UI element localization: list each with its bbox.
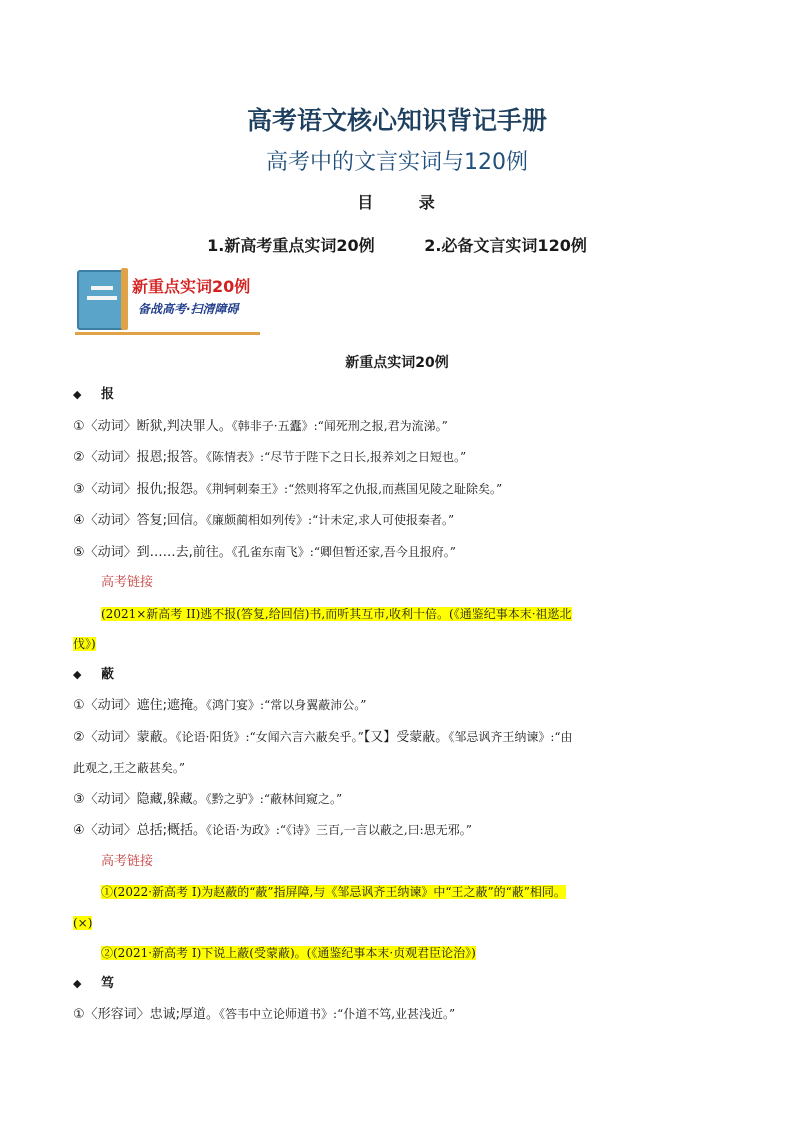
exam-link-text: ②(2021·新高考 I)下说上蔽(受蒙蔽)。(《通鉴纪事本末·贞观君臣论治》) — [101, 946, 476, 960]
entries-content — [73, 380, 723, 1031]
toc-heading-char-1: 目 — [357, 193, 376, 212]
book-icon — [77, 270, 127, 330]
toc-items — [0, 233, 794, 256]
diamond-bullet-icon: ◆ — [73, 976, 82, 990]
definition-line: ①〈动词〉遮住;遮掩。《鸿门宴》:“常以身翼蔽沛公。” — [73, 698, 367, 713]
section-banner — [75, 268, 260, 338]
banner-subtitle: 备战高考·扫清障碍 — [138, 302, 239, 316]
banner-underline — [75, 332, 260, 335]
section-title: 新重点实词20例 — [345, 355, 449, 371]
exam-link-text: (2021×新高考 II)逃不报(答复,给回信)书,而听其互市,收利十倍。(《通鉴纪事本末·祖逖北 — [101, 606, 572, 621]
definition-line: ⑤〈动词〉到……去,前往。《孔雀东南飞》:“卿但暂还家,吾今且报府。” — [73, 544, 456, 560]
definition-line-cont: 此观之,王之蔽甚矣。” — [73, 761, 185, 775]
document-title: 高考语文核心知识背记手册 — [246, 106, 547, 135]
definition-line: ②〈动词〉报恩;报答。《陈情表》:“尽节于陛下之日长,报养刘之日短也。” — [73, 450, 467, 465]
exam-link-label: 高考链接 — [101, 853, 154, 869]
banner-title: 新重点实词20例 — [132, 277, 251, 296]
book-spine — [121, 268, 128, 330]
definition-line: ④〈动词〉答复;回信。《廉颇蔺相如列传》:“计未定,求人可使报秦者。” — [73, 513, 455, 528]
exam-link-text-cont: (×) — [73, 915, 93, 930]
toc-item-2: 2.必备文言实词120例 — [424, 236, 587, 255]
exam-link-text: ①(2022·新高考 I)为赵蔽的“蔽”指屏障,与《邹忌讽齐王纳谏》中“王之蔽”的“蔽”相同。 — [101, 885, 566, 899]
diamond-bullet-icon: ◆ — [73, 388, 82, 401]
definition-line: ③〈动词〉隐藏,躲藏。《黔之驴》:“蔽林间窥之。” — [73, 791, 343, 807]
definition-line: ①〈形容词〉忠诚;厚道。《答韦中立论师道书》:“仆道不笃,业甚浅近。” — [73, 1007, 456, 1022]
definition-line: ③〈动词〉报仇;报怨。《荆轲刺秦王》:“然则将军之仇报,而燕国见陵之耻除矣。” — [73, 481, 503, 497]
definition-line: ②〈动词〉蒙蔽。《论语·阳货》:“女闻六言六蔽矣乎。”【又】受蒙蔽。《邹忌讽齐王纳谏》:“由 — [73, 729, 573, 745]
toc-heading-char-2: 录 — [418, 193, 437, 212]
entry-heading-du: ◆ 笃 — [73, 969, 723, 1000]
entry-heading-bao: ◆ 报 — [73, 380, 723, 411]
exam-link-text-cont: 伐》) — [73, 637, 96, 651]
toc-item-1: 1.新高考重点实词20例 — [207, 236, 375, 255]
entry-heading-bi: ◆ 蔽 — [73, 660, 723, 691]
definition-line: ①〈动词〉断狱,判决罪人。《韩非子·五蠹》:“闻死刑之报,君为流涕。” — [73, 418, 448, 434]
document-subtitle: 高考中的文言实词与120例 — [266, 150, 528, 175]
toc-heading — [0, 190, 794, 213]
diamond-bullet-icon: ◆ — [73, 667, 82, 681]
exam-link-label: 高考链接 — [101, 575, 154, 590]
definition-line: ④〈动词〉总括;概括。《论语·为政》:“《诗》三百,一言以蔽之,曰:思无邪。” — [73, 823, 472, 838]
